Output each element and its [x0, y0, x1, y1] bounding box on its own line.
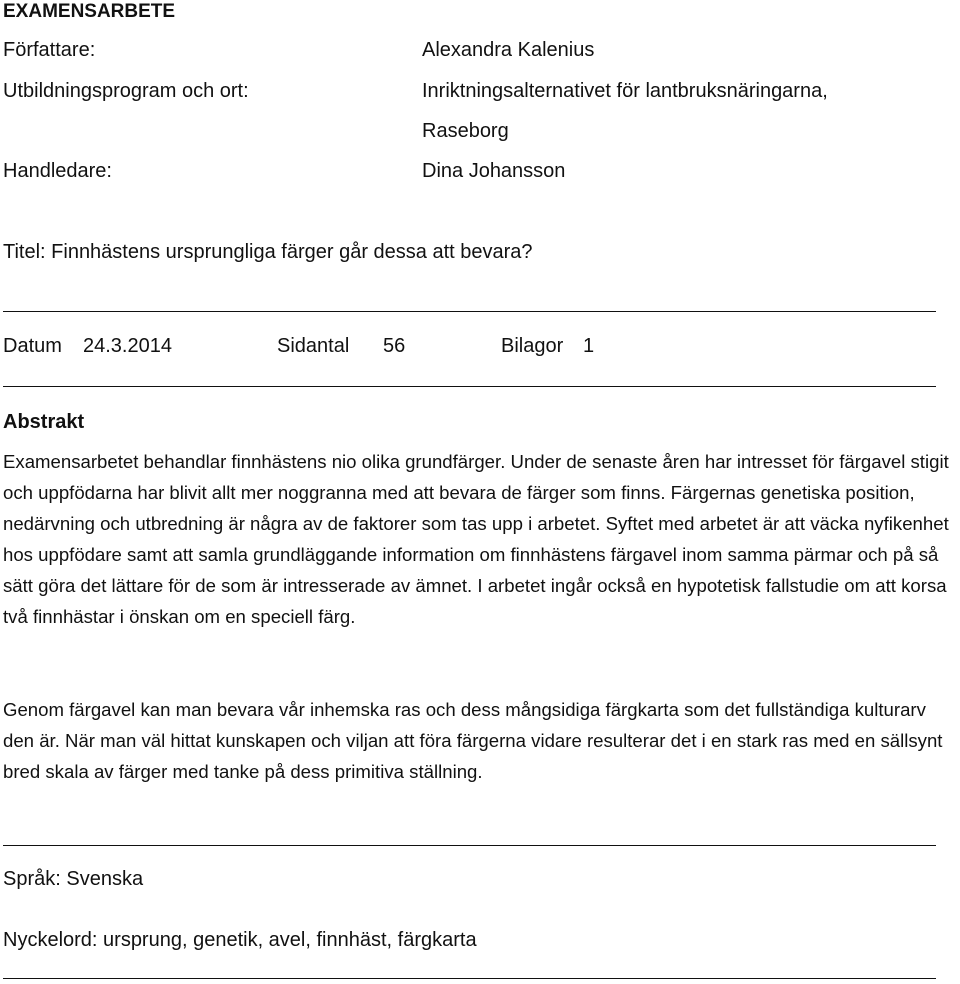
program-value-line-1: Inriktningsalternativet för lantbruksnäringarna,: [422, 80, 828, 102]
abstract-paragraph-1: Examensarbetet behandlar finnhästens nio olika grundfärger. Under de senaste åren har intresset för färgavel stigit och uppfödarna har blivit allt mer noggranna med att bevara de färger som finns. Färgernas genetiska position, nedärvning och utbredning är några av de faktorer som tas upp i arbetet. Syftet med arbetet är att väcka nyfikenhet hos uppfödare samt att samla grundläggande information om finnhästens färgavel inom samma pärmar och på så sätt göra det lättare för de som är intresserade av ämnet. I arbetet ingår också en hypotetisk fallstudie om att korsa två finnhästar i önskan om en speciell färg.: [3, 451, 949, 627]
language-line: Språk: Svenska: [3, 868, 144, 890]
program-label: Utbildningsprogram och ort:: [3, 80, 249, 102]
program-value-line-2: Raseborg: [422, 120, 509, 142]
author-value: Alexandra Kalenius: [422, 39, 595, 61]
date-label: Datum: [3, 335, 62, 357]
keywords-line: Nyckelord: ursprung, genetik, avel, finnhäst, färgkarta: [3, 929, 477, 951]
appendix-value: 1: [583, 335, 595, 357]
abstract-paragraph-2: Genom färgavel kan man bevara vår inhemska ras och dess mångsidiga färgkarta som det fullständiga kulturarv den är. När man väl hittat kunskapen och viljan att föra färgerna vidare resulterar det i en stark ras med en sällsynt bred skala av färger med tanke på dess primitiva ställning.: [3, 699, 943, 782]
appendix-label: Bilagor: [501, 335, 564, 357]
divider-rule: [3, 845, 936, 846]
document-title: EXAMENSARBETE: [3, 1, 176, 22]
author-label: Författare:: [3, 39, 96, 61]
pages-value: 56: [383, 335, 406, 357]
divider-rule: [3, 978, 936, 979]
thesis-title: Titel: Finnhästens ursprungliga färger går dessa att bevara?: [3, 241, 533, 263]
pages-label: Sidantal: [277, 335, 350, 357]
supervisor-label: Handledare:: [3, 160, 112, 182]
divider-rule: [3, 311, 936, 312]
divider-rule: [3, 386, 936, 387]
date-value: 24.3.2014: [83, 335, 172, 357]
abstract-heading: Abstrakt: [3, 411, 85, 433]
supervisor-value: Dina Johansson: [422, 160, 566, 182]
